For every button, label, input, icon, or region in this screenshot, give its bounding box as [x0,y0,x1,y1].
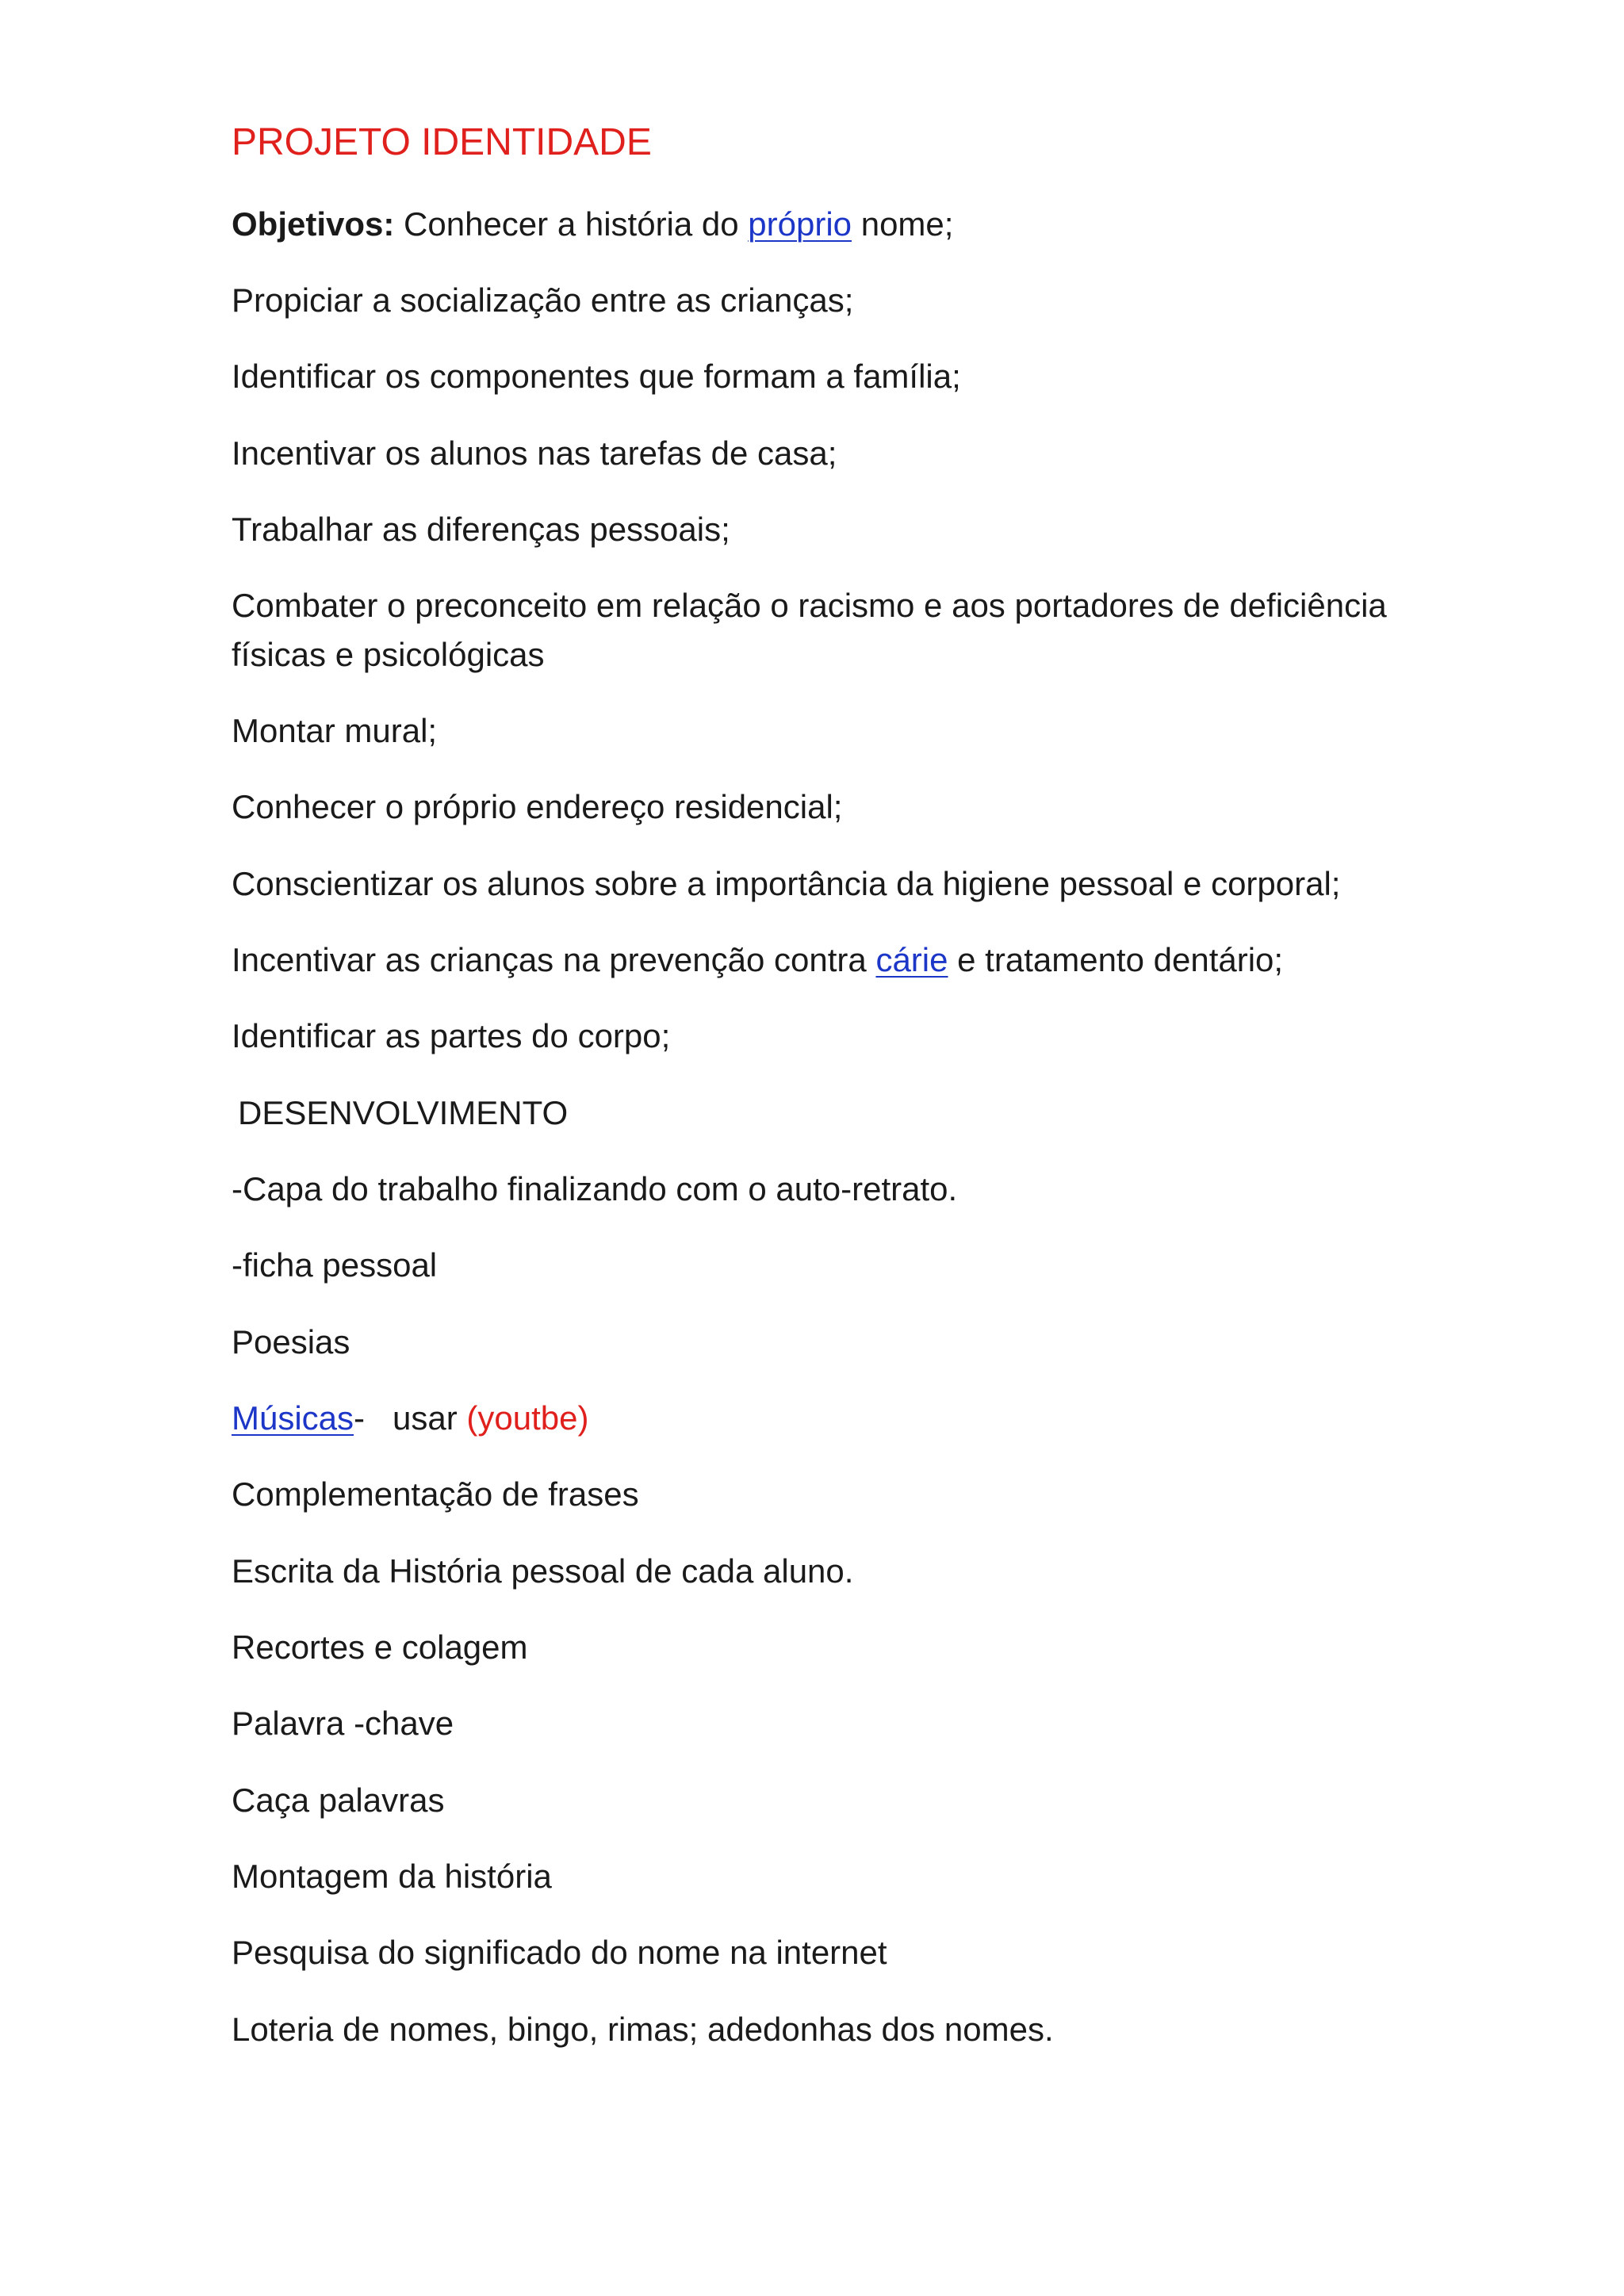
development-item: Complementação de frases [232,1475,639,1513]
objective-line: Conhecer o próprio endereço residencial; [232,788,843,825]
link-carie[interactable]: cárie [875,941,948,978]
objectives-label: Objetivos: [232,205,395,243]
objective-line: Montar mural; [232,712,438,749]
development-item: Pesquisa do significado do nome na internet [232,1934,887,1971]
objective-line-carie [232,936,1283,985]
objective-line-wrapped: Combater o preconceito em relação o racismo e aos portadores de deficiência físicas e psicológicas [232,587,1387,673]
development-item: Recortes e colagem [232,1628,528,1666]
development-item-musicas [232,1394,589,1443]
objective-line: Propiciar a socialização entre as crianças; [232,281,854,319]
development-item: Palavra -chave [232,1705,454,1742]
development-item: Montagem da história [232,1858,552,1895]
development-item: Caça palavras [232,1781,445,1819]
objective-line: Incentivar os alunos nas tarefas de casa; [232,434,837,472]
objective-line: Identificar as partes do corpo; [232,1017,671,1054]
objective-line: Conscientizar os alunos sobre a importância da higiene pessoal e corporal; [232,865,1341,902]
development-item: -Capa do trabalho finalizando com o auto-retrato. [232,1170,958,1207]
objective-line: Trabalhar as diferenças pessoais; [232,511,730,548]
section-heading: DESENVOLVIMENTO [238,1094,569,1131]
objective-line-1 [232,200,953,249]
development-item: Escrita da História pessoal de cada aluno. [232,1552,854,1590]
link-proprio[interactable]: próprio [748,205,852,243]
carie-text-pre: Incentivar as crianças na prevenção contra [232,941,876,978]
carie-text-post: e tratamento dentário; [948,941,1284,978]
objective-text-post: nome; [852,205,954,243]
page-title: PROJETO IDENTIDADE [232,121,652,163]
objective-line: Identificar os componentes que formam a família; [232,358,961,395]
development-item: -ficha pessoal [232,1246,438,1284]
development-item: Loteria de nomes, bingo, rimas; adedonhas dos nomes. [232,2011,1054,2048]
objective-text-pre: Conhecer a história do [394,205,749,243]
youtube-note: (youtbe) [466,1399,589,1437]
link-musicas[interactable]: Músicas [232,1399,354,1437]
musicas-text-mid: - usar [354,1399,467,1437]
development-item: Poesias [232,1323,350,1360]
